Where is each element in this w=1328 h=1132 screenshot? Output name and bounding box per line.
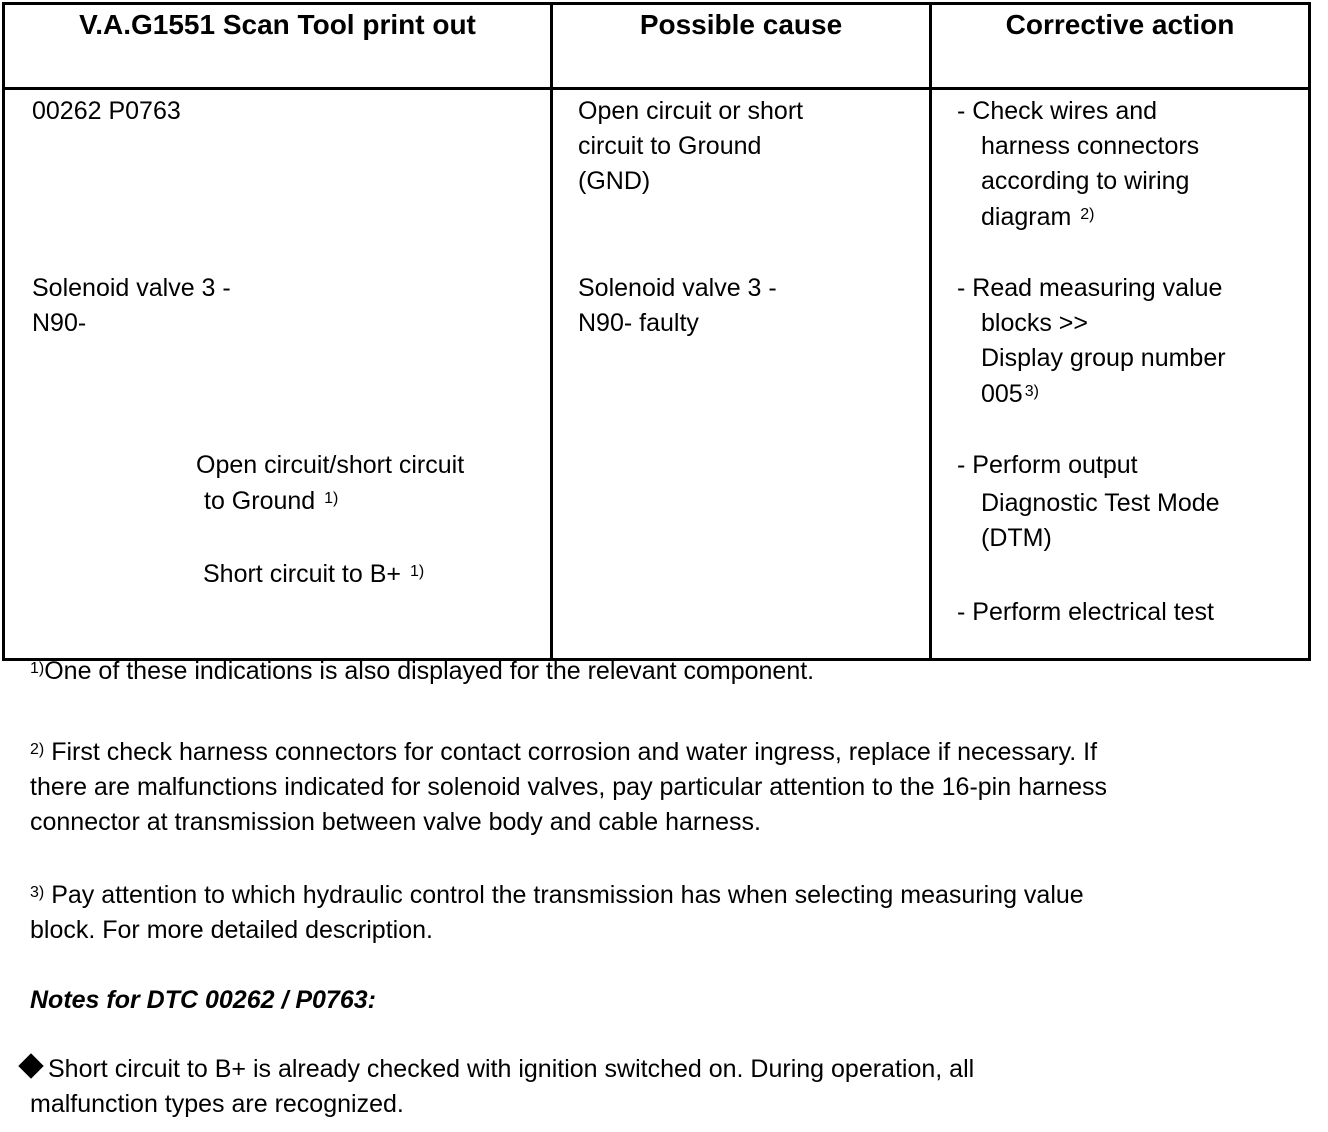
- action1-line1: - Check wires and: [957, 97, 1158, 125]
- cause1-line1: Open circuit or short: [578, 97, 804, 125]
- notes-title: Notes for DTC 00262 / P0763:: [30, 986, 376, 1014]
- short-circuit-text: Short circuit to B+ $^{1)}$: [203, 560, 425, 588]
- possible-cause-cell: [552, 89, 931, 660]
- fault-code: 00262 P0763: [32, 97, 181, 125]
- cause2-line1: Solenoid valve 3 -: [578, 274, 777, 302]
- footnote-2-line1: $^{2)}$ First check harness connectors for contact corrosion and water ingress, replace if necessary. If: [30, 738, 1098, 766]
- action3-line1: - Perform output: [957, 451, 1138, 479]
- footnote-2-line3: connector at transmission between valve body and cable harness.: [30, 808, 761, 836]
- corrective-action-cell: [931, 89, 1310, 660]
- component-name-line2: N90-: [32, 309, 87, 337]
- action2-line4: 005 $^{3)}$: [981, 380, 1039, 408]
- footnote-marker: 1): [30, 660, 45, 677]
- action4-line1: - Perform electrical test: [957, 598, 1215, 626]
- table-row: [4, 89, 1310, 660]
- footnote-marker: 3): [30, 884, 45, 901]
- action3-line2: Diagnostic Test Mode: [981, 489, 1220, 517]
- footnote-ref: 1): [324, 490, 339, 507]
- footnote-ref: 3): [1024, 383, 1039, 400]
- open-circuit-line1: Open circuit/short circuit: [196, 451, 465, 479]
- notes-item-line2: malfunction types are recognized.: [30, 1090, 404, 1118]
- action2-line3: Display group number: [981, 344, 1226, 372]
- action2-line1: - Read measuring value: [957, 274, 1223, 302]
- action2-line2: blocks >>: [981, 309, 1089, 337]
- component-name-line1: Solenoid valve 3 -: [32, 274, 231, 302]
- open-circuit-line2: to Ground $^{1)}$: [204, 487, 339, 515]
- action1-line2: harness connectors: [981, 132, 1200, 160]
- footnote-ref: 2): [1080, 206, 1095, 223]
- notes-item-line1: Short circuit to B+ is already checked with ignition switched on. During operation, all: [20, 1052, 974, 1087]
- header-possible-cause: Possible cause: [552, 4, 931, 89]
- cause1-line3: (GND): [578, 167, 651, 195]
- action3-line3: (DTM): [981, 524, 1052, 552]
- header-scan-tool-printout: V.A.G1551 Scan Tool print out: [4, 4, 552, 89]
- diamond-bullet-icon: [18, 1053, 43, 1078]
- action1-line3: according to wiring: [981, 167, 1190, 195]
- dtc-table: [2, 2, 1311, 661]
- footnote-3-line2: block. For more detailed description.: [30, 916, 433, 944]
- footnote-3-line1: $^{3)}$ Pay attention to which hydraulic control the transmission has when selecting measuring value: [30, 881, 1084, 909]
- table-header-row: [4, 4, 1310, 89]
- footnote-1: $^{1)}$One of these indications is also displayed for the relevant component.: [30, 657, 815, 685]
- footnote-ref: 1): [409, 563, 425, 580]
- header-corrective-action: Corrective action: [931, 4, 1310, 89]
- cause2-line2: N90- faulty: [578, 309, 699, 337]
- footnote-marker: 2): [30, 741, 45, 758]
- footnote-2-line2: there are malfunctions indicated for solenoid valves, pay particular attention to the 16-pin harness: [30, 773, 1108, 801]
- printout-cell: [4, 89, 552, 660]
- cause1-line2: circuit to Ground: [578, 132, 762, 160]
- action1-line4: diagram $^{2)}$: [981, 203, 1095, 231]
